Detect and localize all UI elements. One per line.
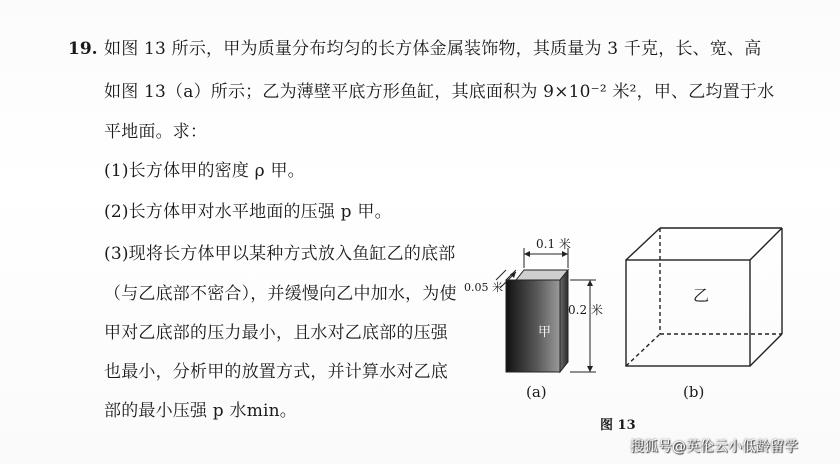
sub-question-3-line-5: 部的最小压强 p 水min。 bbox=[104, 401, 297, 421]
dimension-height bbox=[570, 280, 596, 372]
figure-caption: 图 13 bbox=[600, 418, 636, 433]
label-length: 0.1 米 bbox=[536, 237, 571, 251]
sub-question-3-line-1: (3)现将长方体甲以某种方式放入鱼缸乙的底部 bbox=[104, 244, 456, 264]
sub-question-3-line-4: 也最小，分析甲的放置方式，并计算水对乙底 bbox=[104, 362, 448, 382]
label-tank: 乙 bbox=[693, 286, 710, 305]
figure-drawing bbox=[460, 218, 840, 444]
label-width: 0.05 米 bbox=[464, 281, 503, 294]
label-block: 甲 bbox=[538, 325, 552, 340]
sub-question-3-line-3: 甲对乙底部的压力最小，且水对乙底部的压强 bbox=[104, 323, 448, 343]
caption-a: (a) bbox=[526, 383, 547, 401]
figure-13 bbox=[460, 218, 840, 444]
question-number: 19. bbox=[68, 39, 98, 59]
sub-question-2: (2)长方体甲对水平地面的压强 p 甲。 bbox=[104, 202, 392, 222]
label-height: 0.2 米 bbox=[568, 303, 603, 317]
question-line-1: 如图 13 所示，甲为质量分布均匀的长方体金属装饰物，其质量为 3 千克，长、宽、高 bbox=[104, 39, 762, 59]
watermark: 搜狐号@英伦云小低龄留学 bbox=[630, 439, 798, 455]
caption-b: (b) bbox=[683, 383, 705, 401]
question-line-3: 平地面。求： bbox=[104, 122, 208, 142]
block-jia bbox=[506, 270, 568, 372]
question-line-2: 如图 13（a）所示；乙为薄壁平底方形鱼缸，其底面积为 9×10⁻² 米²，甲、乙均置于水 bbox=[104, 82, 775, 102]
sub-question-3-line-2: （与乙底部不密合），并缓慢向乙中加水，为使 bbox=[104, 284, 457, 304]
sub-question-1: (1)长方体甲的密度 ρ 甲。 bbox=[104, 161, 305, 181]
